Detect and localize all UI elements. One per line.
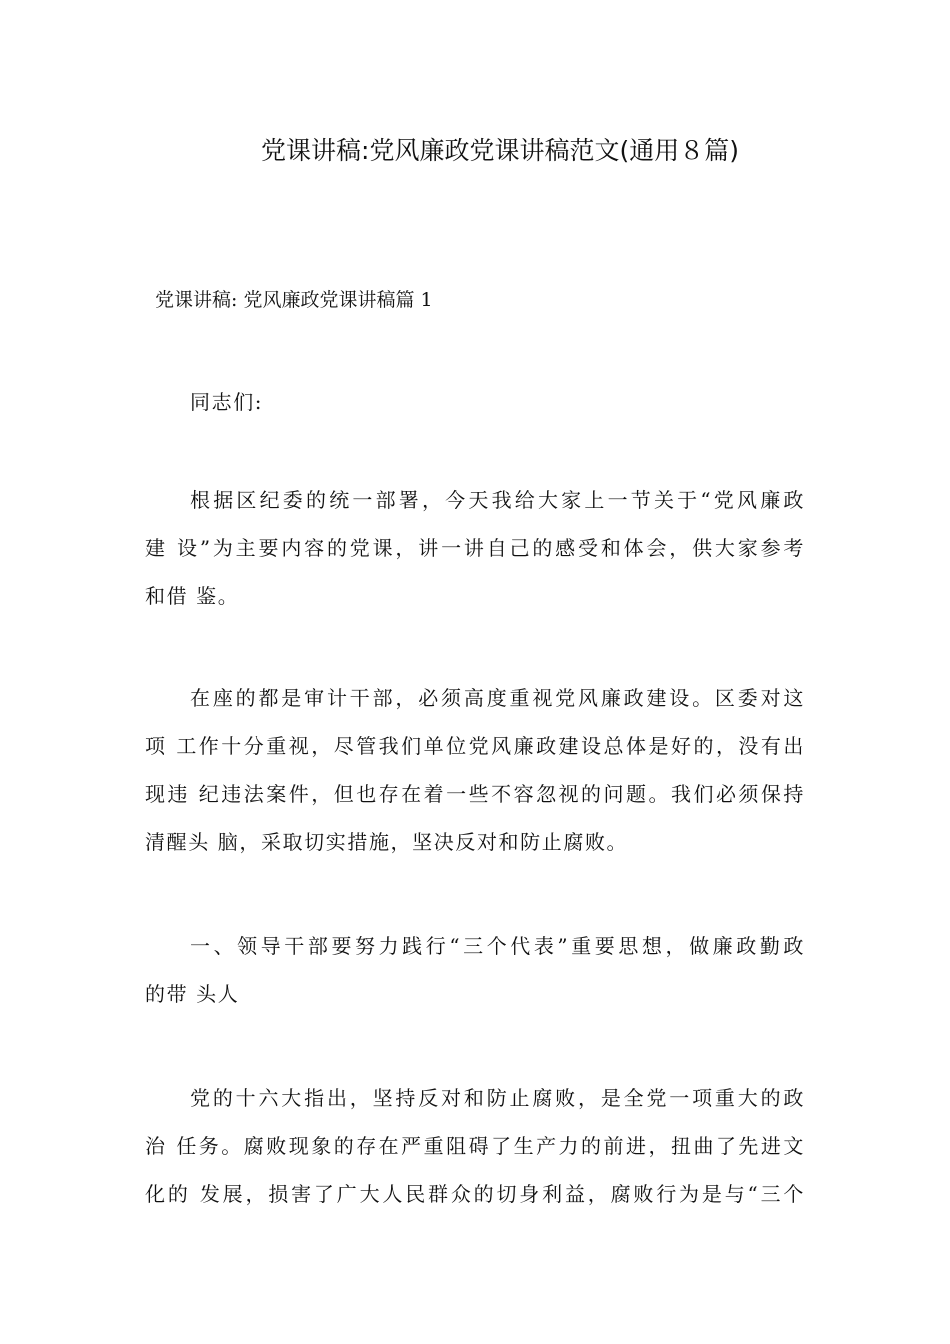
paragraph-line: 根据区纪委的统一部署，今天我给大家上一节关于“党风廉政 — [190, 488, 805, 512]
paragraph-line: 现违 纪违法案件，但也存在着一些不容忽视的问题。我们必须保持 — [145, 782, 805, 806]
paragraph-line: 的带 头人 — [145, 982, 240, 1006]
paragraph-line: 建 设”为主要内容的党课，讲一讲自己的感受和体会，供大家参考 — [145, 536, 805, 560]
paragraph-line: 项 工作十分重视，尽管我们单位党风廉政建设总体是好的，没有出 — [145, 734, 805, 758]
paragraph-audit-cadres — [145, 674, 805, 866]
paragraph-line: 化的 发展，损害了广大人民群众的切身利益，腐败行为是与“三个 — [145, 1182, 805, 1206]
section-heading: 党课讲稿: 党风廉政党课讲稿篇 1 — [155, 289, 433, 311]
paragraph-greeting — [145, 378, 805, 426]
paragraph-introduction — [145, 476, 805, 620]
paragraph-line: 在座的都是审计干部，必须高度重视党风廉政建设。区委对这 — [190, 686, 805, 710]
paragraph-line: 治 任务。腐败现象的存在严重阻碍了生产力的前进，扭曲了先进文 — [145, 1134, 805, 1158]
paragraph-sixteenth-congress — [145, 1074, 805, 1218]
paragraph-line: 清醒头 脑，采取切实措施，坚决反对和防止腐败。 — [145, 830, 629, 854]
paragraph-line: 一、领导干部要努力践行“三个代表”重要思想，做廉政勤政 — [190, 934, 805, 958]
document-title: 党课讲稿:党风廉政党课讲稿范文(通用８篇) — [261, 136, 739, 165]
paragraph-line: 党的十六大指出，坚持反对和防止腐败，是全党一项重大的政 — [190, 1086, 805, 1110]
paragraph-line: 和借 鉴。 — [145, 584, 240, 608]
paragraph-line: 同志们: — [190, 390, 264, 414]
paragraph-point-one — [145, 922, 805, 1018]
